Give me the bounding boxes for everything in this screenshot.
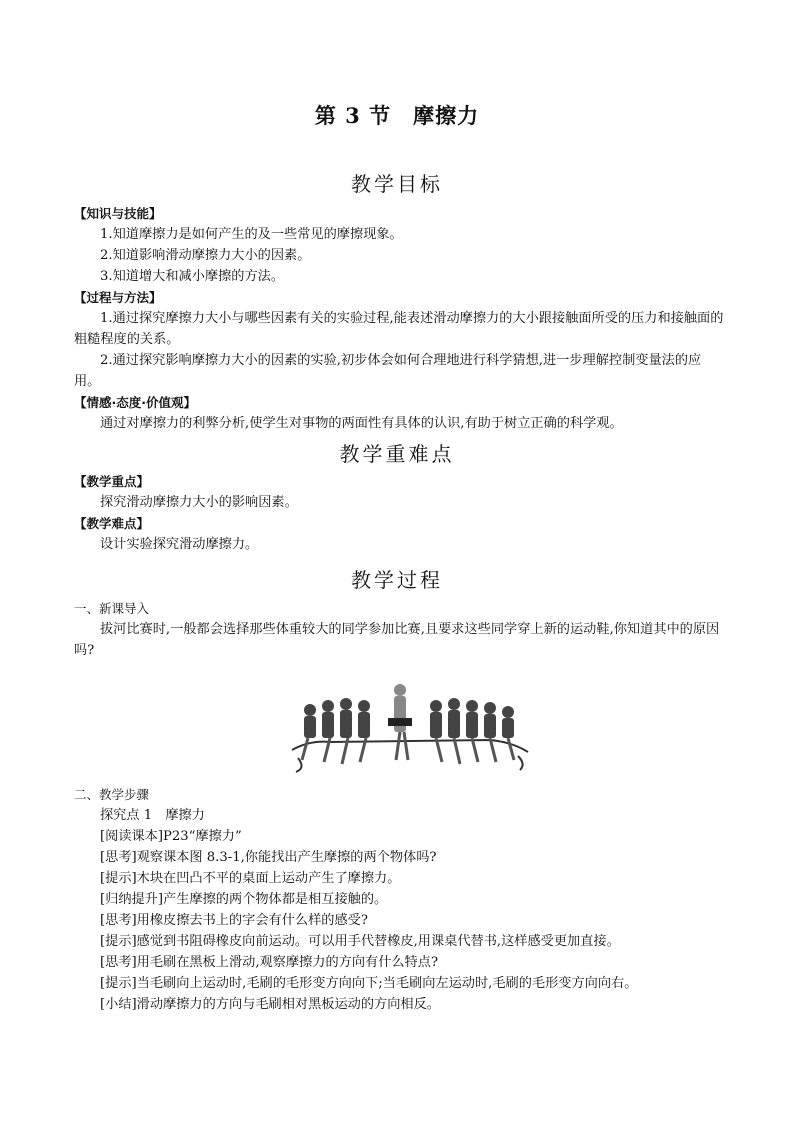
- focus-text: 探究滑动摩擦力大小的影响因素。: [100, 495, 298, 510]
- intro-label: 一、新课导入: [74, 601, 150, 616]
- knowledge-label: 【知识与技能】: [74, 206, 162, 221]
- section-heading-goals: 教学目标: [351, 172, 443, 196]
- step-line: [小结]滑动摩擦力的方向与毛刷相对黑板运动的方向相反。: [100, 997, 440, 1012]
- difficulty-text: 设计实验探究滑动摩擦力。: [100, 537, 259, 552]
- lesson-title: 第 3 节 摩擦力: [314, 103, 480, 128]
- step-line: [提示]当毛刷向上运动时,毛刷的毛形变方向向下;当毛刷向左运动时,毛刷的毛形变方向向右。: [100, 976, 638, 991]
- step-line: [思考]用毛刷在黑板上滑动,观察摩擦力的方向有什么特点?: [100, 955, 439, 970]
- steps-block: [74, 784, 724, 1015]
- key-block: [74, 471, 724, 555]
- tug-of-war-illustration: [290, 680, 530, 775]
- intro-block: [74, 598, 724, 661]
- step-line: [思考]观察课本图 8.3-1,你能找出产生摩擦的两个物体吗?: [100, 850, 437, 865]
- emotion-label: 【情感·态度·价值观】: [74, 395, 196, 410]
- knowledge-item: 2.知道影响滑动摩擦力大小的因素。: [100, 248, 311, 263]
- step-line: [提示]木块在凹凸不平的桌面上运动产生了摩擦力。: [100, 871, 401, 886]
- process-label: 【过程与方法】: [74, 290, 162, 305]
- knowledge-item: 3.知道增大和减小摩擦的方法。: [100, 269, 285, 284]
- step-line: 探究点 1 摩擦力: [100, 808, 205, 823]
- emotion-item: 通过对摩擦力的利弊分析,使学生对事物的两面性有具体的认识,有助于树立正确的科学观。: [100, 416, 623, 431]
- process-item: 2.通过探究影响摩擦力大小的因素的实验,初步体会如何合理地进行科学猜想,进一步理解控制变量法的应用。: [74, 353, 702, 389]
- goals-block: [74, 203, 724, 434]
- section-heading-process: 教学过程: [351, 568, 443, 592]
- intro-text: 拔河比赛时,一般都会选择那些体重较大的同学参加比赛,且要求这些同学穿上新的运动鞋,你知道其中的原因吗?: [74, 622, 720, 658]
- focus-label: 【教学重点】: [74, 474, 150, 489]
- knowledge-item: 1.知道摩擦力是如何产生的及一些常见的摩擦现象。: [100, 227, 403, 242]
- process-item: 1.通过探究摩擦力大小与哪些因素有关的实验过程,能表述滑动摩擦力的大小跟接触面所受的压力和接触面的粗糙程度的关系。: [74, 311, 724, 347]
- step-line: [思考]用橡皮擦去书上的字会有什么样的感受?: [100, 913, 368, 928]
- section-heading-key: 教学重难点: [339, 442, 455, 466]
- step-line: [阅读课本]P23“摩擦力”: [100, 829, 242, 844]
- difficulty-label: 【教学难点】: [74, 516, 150, 531]
- step-line: [提示]感觉到书阻碍橡皮向前运动。可以用手代替橡皮,用课桌代替书,这样感受更加直接。: [100, 934, 620, 949]
- steps-label: 二、教学步骤: [74, 787, 150, 802]
- step-line: [归纳提升]产生摩擦的两个物体都是相互接触的。: [100, 892, 388, 907]
